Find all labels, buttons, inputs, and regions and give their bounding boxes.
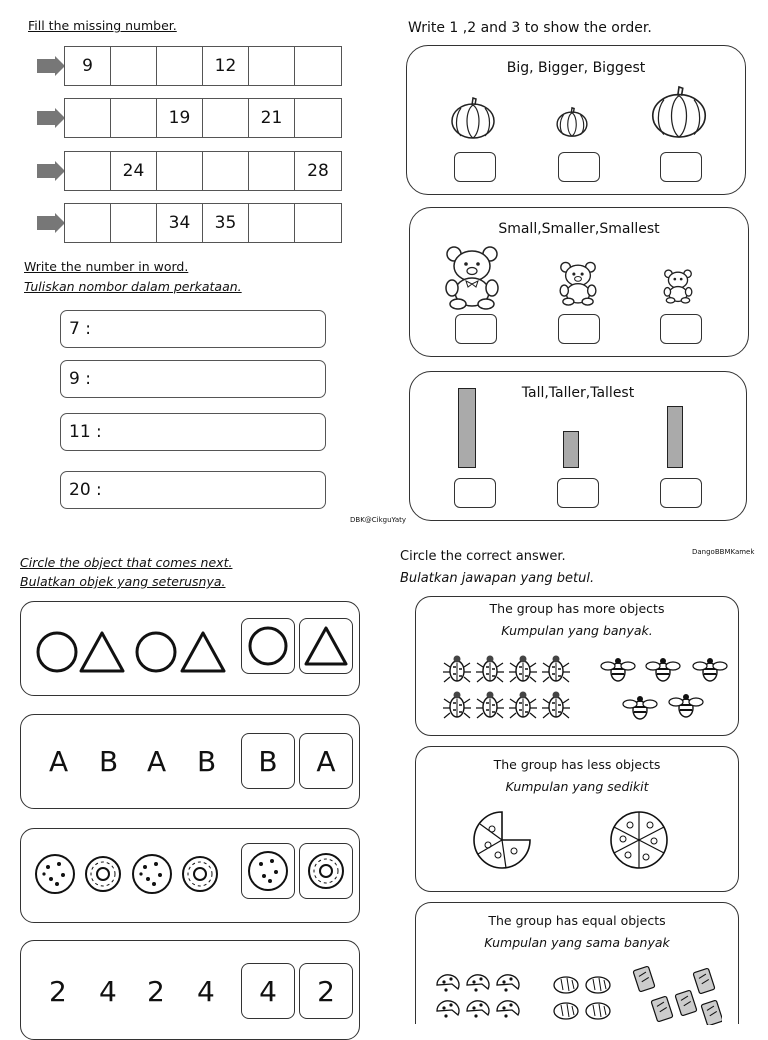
sequence-item: B (99, 745, 119, 778)
pizza-icon[interactable] (606, 809, 672, 871)
order-answer-box[interactable] (660, 478, 702, 508)
sequence-item: 2 (147, 975, 165, 1008)
option-letter[interactable]: B (241, 733, 295, 789)
number-word-field-4[interactable]: 20 : (60, 471, 326, 509)
option-triangle[interactable] (299, 618, 353, 674)
order-answer-box[interactable] (454, 478, 496, 508)
compare-title-ms: Kumpulan yang sama banyak (484, 935, 670, 950)
order-answer-box[interactable] (558, 314, 600, 344)
compare-title-en: The group has more objects (489, 601, 665, 616)
number-cell-blank[interactable] (65, 204, 111, 242)
medium-bar (667, 406, 683, 468)
pattern-row-food (20, 828, 360, 923)
circle-icon (246, 624, 290, 668)
number-cell-blank[interactable] (249, 204, 295, 242)
missing-number-title: Fill the missing number. (28, 18, 177, 33)
order-panel-tall (409, 371, 747, 521)
option-letter[interactable]: A (299, 733, 353, 789)
number-grid-row (64, 203, 342, 243)
next-object-title-en: Circle the object that comes next. (20, 555, 233, 570)
compare-title-ms: Kumpulan yang sedikit (505, 779, 649, 794)
sequence-item: A (147, 745, 167, 778)
food-sequence (33, 851, 233, 897)
number-cell-blank[interactable] (111, 204, 157, 242)
bee-group[interactable] (600, 653, 730, 723)
snack-pack-group[interactable] (630, 965, 722, 1025)
number-cell-blank[interactable] (295, 204, 341, 242)
compare-title-en: The group has equal objects (488, 913, 666, 928)
order-panel-big (406, 45, 746, 195)
compare-panel-less (415, 746, 739, 892)
teddy-bear-icon (440, 244, 504, 310)
beetle-group[interactable] (440, 651, 576, 723)
cookie-icon (246, 849, 290, 893)
order-answer-box[interactable] (558, 152, 600, 182)
order-answer-box[interactable] (454, 152, 496, 182)
triangle-icon (303, 624, 349, 668)
number-word-field-2[interactable]: 9 : (60, 360, 326, 398)
order-panel-title: Big, Bigger, Biggest (506, 60, 646, 76)
number-cell-blank[interactable] (111, 99, 157, 137)
compare-panel-equal (415, 902, 739, 1024)
number-cell-blank[interactable] (157, 47, 203, 85)
number-cell: 34 (157, 204, 203, 242)
number-cell-blank[interactable] (249, 152, 295, 190)
compare-title-en: The group has less objects (493, 757, 661, 772)
correct-answer-title-en: Circle the correct answer. (400, 549, 566, 564)
number-cell-blank[interactable] (65, 99, 111, 137)
compare-panel-more (415, 596, 739, 736)
number-cell: 9 (65, 47, 111, 85)
order-answer-box[interactable] (557, 478, 599, 508)
pumpkin-icon (649, 84, 709, 140)
number-grid-row (64, 151, 342, 191)
number-cell-blank[interactable] (203, 99, 249, 137)
number-cell-blank[interactable] (157, 152, 203, 190)
number-word-field-3[interactable]: 11 : (60, 413, 326, 451)
number-cell: 24 (111, 152, 157, 190)
number-cell-blank[interactable] (295, 47, 341, 85)
number-cell-blank[interactable] (65, 152, 111, 190)
number-cell: 35 (203, 204, 249, 242)
order-panel-title: Tall,Taller,Tallest (521, 385, 635, 401)
pizza-icon[interactable] (470, 809, 534, 871)
order-panel-small (409, 207, 749, 357)
cookie-icon (36, 855, 74, 893)
pattern-row-letters (20, 714, 360, 809)
bread-group[interactable] (550, 973, 616, 1023)
pumpkin-icon (449, 96, 497, 140)
short-bar (563, 431, 579, 468)
pumpkin-icon (555, 106, 589, 138)
number-cell: 21 (249, 99, 295, 137)
number-word-title-en: Write the number in word. (24, 259, 189, 274)
number-grid-row (64, 98, 342, 138)
number-cell: 28 (307, 161, 329, 181)
sequence-item: 2 (49, 975, 67, 1008)
order-title: Write 1 ,2 and 3 to show the order. (408, 20, 652, 36)
option-cookie[interactable] (241, 843, 295, 899)
option-number[interactable]: 2 (299, 963, 353, 1019)
number-cell-blank[interactable] (111, 47, 157, 85)
order-answer-box[interactable] (660, 314, 702, 344)
shape-sequence (35, 630, 235, 674)
credit-left: DBK@CikguYaty (350, 516, 407, 524)
sequence-item: 4 (99, 975, 117, 1008)
number-word-field-1[interactable]: 7 : (60, 310, 326, 348)
cookie-group[interactable] (434, 971, 524, 1023)
donut-icon (183, 857, 217, 891)
sequence-item: A (49, 745, 69, 778)
order-panel-title: Small,Smaller,Smallest (498, 221, 660, 237)
number-cell-blank[interactable] (203, 152, 249, 190)
compare-title-ms: Kumpulan yang banyak. (501, 623, 653, 638)
next-object-title-ms: Bulatkan objek yang seterusnya. (20, 574, 226, 589)
sequence-item: 4 (197, 975, 215, 1008)
teddy-bear-icon (661, 268, 695, 304)
tall-bar (458, 388, 476, 468)
number-word-title-ms: Tuliskan nombor dalam perkataan. (24, 279, 242, 294)
cookie-icon (133, 855, 171, 893)
number-cell: 19 (157, 99, 203, 137)
donut-icon (86, 857, 120, 891)
number-grid-row (64, 46, 342, 86)
correct-answer-title-ms: Bulatkan jawapan yang betul. (400, 571, 595, 586)
donut-icon (304, 849, 348, 893)
order-answer-box[interactable] (660, 152, 702, 182)
number-cell-blank[interactable] (249, 47, 295, 85)
sequence-item: B (197, 745, 217, 778)
number-cell-blank[interactable] (295, 99, 341, 137)
option-circle[interactable] (241, 618, 295, 674)
option-number[interactable]: 4 (241, 963, 295, 1019)
order-answer-box[interactable] (455, 314, 497, 344)
pattern-row-shapes (20, 601, 360, 696)
teddy-bear-icon (556, 260, 600, 306)
option-donut[interactable] (299, 843, 353, 899)
credit-right: DangoBBMKamek (692, 548, 755, 556)
number-cell: 12 (203, 47, 249, 85)
pattern-row-numbers (20, 940, 360, 1040)
